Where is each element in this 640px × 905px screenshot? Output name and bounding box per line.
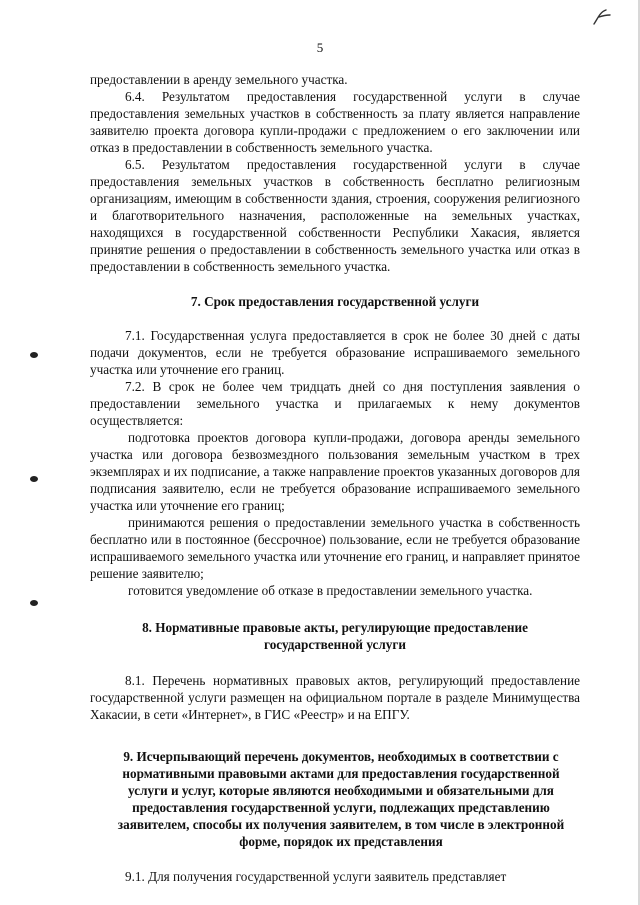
paragraph-7-2-item-2: принимаются решения о предоставлении земельного участка в собственность бесплатно или в постоянное (бессрочное) пользование, если не требуется образование испрашиваемого земельного участка или уточнение его границ, и направляет принятое решение заявителю; [90, 515, 580, 581]
section-heading-8-line-1: 8. Нормативные правовые акты, регулирующие предоставление [142, 620, 528, 635]
handwritten-mark-icon [590, 6, 614, 28]
paragraph-6-4: 6.4. Результатом предоставления государственной услуги в случае предоставления земельных участков в собственность за плату является направление заявителю проекта договора купли-продажи с предложением о его заключении или отказ в предоставлении в собственность земельного участка. [90, 89, 580, 155]
binding-hole-mark-icon [30, 600, 38, 606]
section-heading-7: 7. Срок предоставления государственной услуги [190, 294, 480, 309]
paragraph-8-1: 8.1. Перечень нормативных правовых актов, регулирующий предоставление государственной услуги размещен на официальном портале в разделе Минимущества Хакасии, в сети «Интернет», в ГИС «Реестр» и на ЕПГУ. [90, 673, 580, 722]
paragraph-intro: предоставлении в аренду земельного участка. [90, 72, 348, 87]
paragraph-7-2-item-3: готовится уведомление об отказе в предоставлении земельного участка. [128, 583, 533, 598]
paragraph-7-1: 7.1. Государственная услуга предоставляется в срок не более 30 дней с даты подачи документов, если не требуется образование испрашиваемого земельного участка или уточнение его границ. [90, 328, 580, 377]
section-heading-8-line-2: государственной услуги [264, 637, 406, 652]
binding-hole-mark-icon [30, 352, 38, 358]
paragraph-7-2: 7.2. В срок не более чем тридцать дней со дня поступления заявления о предоставлении земельного участка и прилагаемых к нему документов осуществляется: [90, 379, 580, 428]
section-heading-8 [90, 619, 580, 653]
section-heading-9: 9. Исчерпывающий перечень документов, необходимых в соответствии с нормативными правовыми актами для предоставления государственной услуги и услуг, которые являются необходимыми и обязательными для предоставления государственной услуги, подлежащих представлению заявителем, способы их получения заявителем, в том числе в электронной форме, порядок их представления [117, 749, 565, 849]
document-body [90, 71, 580, 885]
page-number: 5 [316, 40, 324, 55]
paragraph-6-5: 6.5. Результатом предоставления государственной услуги в случае предоставления земельных участков в собственность бесплатно религиозным организациям, имеющим в собственности здания, строения, сооружения религиозного и благотворительного назначения, расположенные на земельных участках, находящихся в государственной собственности Республики Хакасия, является принятие решения о предоставлении в собственность земельного участка или отказ в предоставлении в собственность земельного участка. [90, 157, 580, 274]
paragraph-9-1: 9.1. Для получения государственной услуги заявитель представляет [125, 869, 507, 884]
paragraph-7-2-item-1: подготовка проектов договора купли-продажи, договора аренды земельного участка или договора безвозмездного пользования земельным участком в трех экземплярах и их подписание, а также направление проектов указанных договоров для подписания заявителю, если не требуется образование испрашиваемого земельного участка или уточнение его границ; [90, 430, 580, 513]
binding-hole-mark-icon [30, 476, 38, 482]
